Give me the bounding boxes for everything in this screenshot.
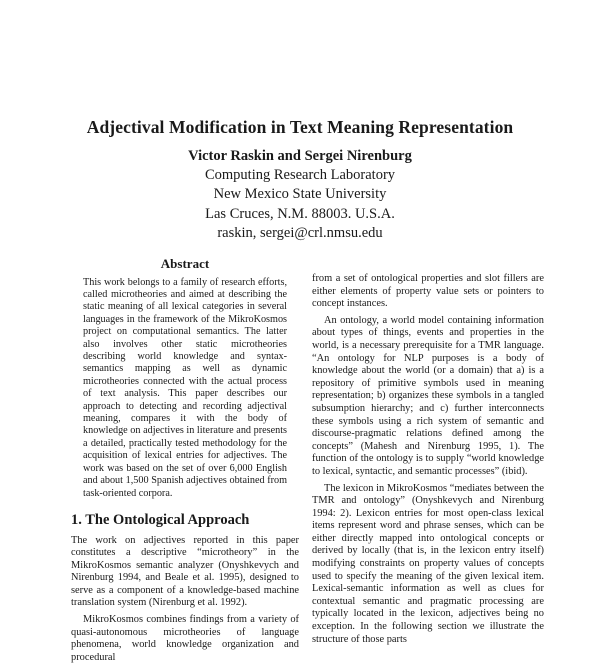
right-paragraph-continuation: from a set of ontological properties and slot fillers are either elements of property value sets or pointers to concept instances. <box>312 273 544 310</box>
affiliation-university: New Mexico State University <box>213 186 387 203</box>
right-column <box>312 273 544 646</box>
paper-title: Adjectival Modification in Text Meaning Representation <box>86 117 514 137</box>
affiliation-lab: Computing Research Laboratory <box>204 167 396 184</box>
author-email: raskin, sergei@crl.nmsu.edu <box>217 224 383 241</box>
abstract-heading: Abstract <box>160 256 210 271</box>
left-column <box>71 258 299 664</box>
author-names: Victor Raskin and Sergei Nirenburg <box>188 148 412 164</box>
section-heading: 1. The Ontological Approach <box>71 511 250 528</box>
affiliation-address: Las Cruces, N.M. 88003. U.S.A. <box>205 205 395 222</box>
abstract-text: This work belongs to a family of research efforts, called microtheories and aimed at describing the static meaning of all lexical categories in several languages in the framework of the MikroKosmos project on computational semantics. The latter also involves other static microtheories describing world knowledge and syntax-semantics mapping as well as dynamic microtheories connected with the actual process of text analysis. This paper describes our approach to detecting and recording adjectival meaning, compares it with the body of knowledge on adjectives in literature and presents a detailed, practically tested methodology for the acquisition of lexical entries for adjectives. The work was based on the set of over 6,000 English and about 1,500 Spanish adjectives obtained from task-oriented corpora. <box>83 276 287 499</box>
section-paragraph-1: The work on adjectives reported in this paper constitutes a descriptive “microtheory” in the MikroKosmos semantic analyzer (Onyshkevych and Nirenburg 1994, and Beale et al. 1995), designed to serve as a component of a knowledge-based machine translation system (Nirenburg et al. 1992). <box>71 534 299 609</box>
author-block <box>0 147 600 243</box>
section-paragraph-2: MikroKosmos combines findings from a variety of quasi-autonomous microtheories of language phenomena, world knowledge organization and procedural <box>71 614 299 663</box>
ontology-paragraph: An ontology, a world model containing information about types of things, events and properties in the world, is a necessary prerequisite for a TMR language. “An ontology for NLP purposes is a body of knowledge about the world (or a domain) that a) is a repository of primitive symbols used in meaning representation; b) organizes these symbols in a tangled subsumption hierarchy; and c) further interconnects these symbols using a rich system of semantic and discourse-pragmatic relations defined among the concepts” (Mahesh and Nirenburg 1995, 1). The function of the ontology is to supply “world knowledge to lexical, syntactic, and semantic processes” (ibid). <box>312 314 544 477</box>
lexicon-paragraph: The lexicon in MikroKosmos “mediates between the TMR and ontology” (Onyshkevych and Nirenburg 1994: 2). Lexicon entries for most open-class lexical items represent word and phrase senses, which can be either directly mapped into ontological concepts or derived by locally (that is, in the lexicon entry itself) modifying constraints on property values of concepts used to specify the meaning of the given lexical item. Lexical-semantic information as well as clues for contextual semantic and pragmatic processing are typically located in the lexicon, adjectives being no exception. In the following section we illustrate the structure of those parts <box>312 482 544 645</box>
